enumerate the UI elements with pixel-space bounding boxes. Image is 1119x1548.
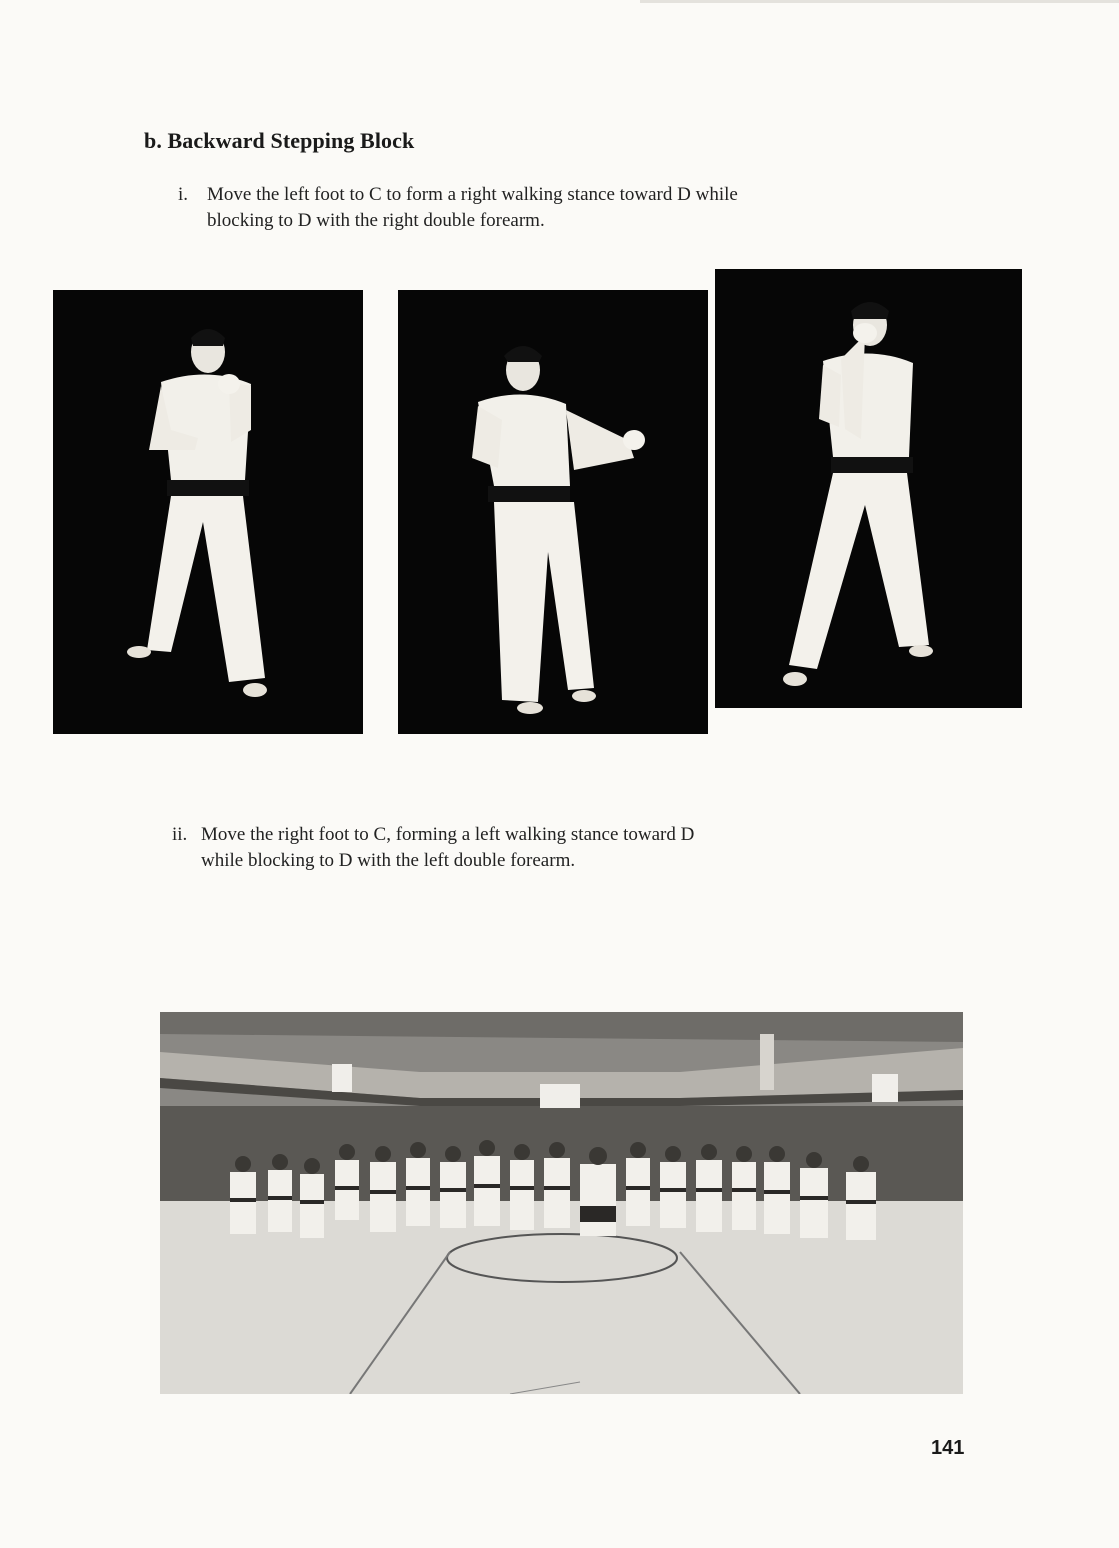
photo-stance-3 (715, 269, 1022, 708)
page-number: 141 (931, 1437, 965, 1459)
step-text-line: blocking to D with the right double forearm. (207, 210, 545, 231)
step-text-line: while blocking to D with the left double forearm. (201, 850, 576, 871)
photo-gym-group-class (160, 1012, 963, 1394)
page-edge-line (640, 0, 1119, 3)
step-text-line: Move the right foot to C, forming a left walking stance toward D (201, 824, 695, 845)
step-ii (172, 822, 932, 878)
step-text (201, 822, 694, 874)
photo-stance-1 (53, 290, 363, 734)
step-number: ii. (172, 824, 188, 845)
step-text (207, 182, 738, 234)
step-number: i. (178, 184, 189, 205)
section-heading: b. Backward Stepping Block (144, 128, 415, 153)
step-i (178, 182, 938, 238)
step-text-line: Move the left foot to C to form a right walking stance toward D while (207, 184, 738, 205)
photo-stance-2 (398, 290, 708, 734)
